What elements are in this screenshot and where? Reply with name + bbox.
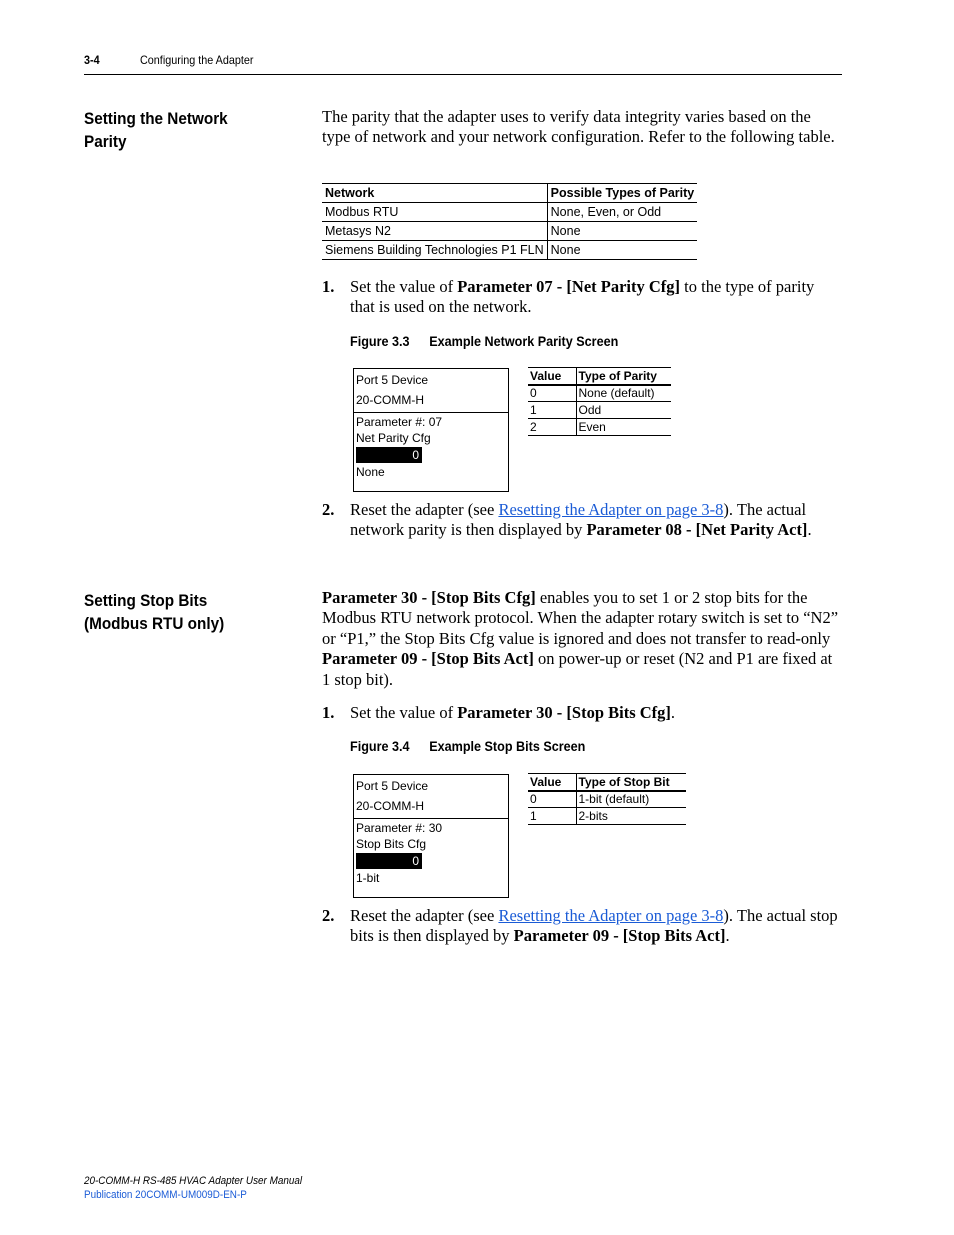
figure-caption-3-4 (350, 738, 585, 754)
page-number: 3-4 (84, 53, 100, 67)
step-param-ref: Parameter 08 - [Net Parity Act] (586, 520, 808, 540)
step-text-post: . (725, 926, 730, 946)
step-text (350, 703, 842, 723)
hmi-value-bar: 0 (356, 853, 422, 869)
table-cell: Siemens Building Technologies P1 FLN (322, 241, 547, 260)
table-row (528, 808, 686, 825)
hmi-value-text: 1-bit (356, 871, 380, 885)
step-text-post: . (670, 703, 676, 722)
figure-caption-3-3 (350, 333, 618, 349)
hmi-port-line: Port 5 Device (356, 779, 429, 793)
step-number: 2. (322, 906, 335, 925)
section-heading-network-parity: Setting the Network Parity (84, 109, 228, 151)
step-text (350, 500, 842, 541)
table-cell: None (547, 222, 697, 241)
table-header-cell: Type of Parity (576, 368, 671, 385)
reset-adapter-link[interactable]: Resetting the Adapter on page 3-8 (498, 906, 724, 925)
step-text (350, 906, 842, 947)
header-rule (84, 74, 842, 75)
step-text-post: to the type of parity that is used on the network. (350, 277, 815, 317)
table-row (322, 203, 697, 222)
hmi-screen-stopbits (353, 774, 509, 898)
step-text-post: . (807, 520, 812, 540)
step-number: 1. (322, 277, 335, 296)
hmi-device-line: 20-COMM-H (356, 393, 424, 407)
hmi-body (354, 413, 508, 491)
table-cell: None (547, 241, 697, 260)
table-cell: Modbus RTU (322, 203, 547, 222)
table-cell: 2 (528, 419, 576, 436)
section-heading-stop-bits: Setting Stop Bits (Modbus RTU only) (84, 591, 225, 633)
figure-label: Figure 3.3 (350, 333, 410, 349)
table-header-row (322, 184, 697, 203)
hmi-value-text: None (356, 465, 385, 479)
network-parity-intro: The parity that the adapter uses to verify data integrity varies based on the type of network and your network configuration. Refer to the following table. (322, 107, 835, 147)
intro-text: enables you to set 1 or 2 stop bits for the Modbus RTU network protocol. When the adapter rotary switch is set to “N2” or “P1,” the Stop Bits Cfg value is ignored and does not transfer to read-only (322, 588, 839, 648)
reset-adapter-link[interactable]: Resetting the Adapter on page 3-8 (498, 500, 724, 519)
table-cell: 1 (528, 402, 576, 419)
step-text-pre: Set the value of (350, 277, 458, 296)
table-cell: 1-bit (default) (576, 791, 686, 808)
hmi-screen-parity (353, 368, 509, 492)
footer-manual-title: 20-COMM-H RS-485 HVAC Adapter User Manual (84, 1175, 303, 1187)
table-row (528, 385, 671, 402)
table-cell: Odd (576, 402, 671, 419)
table-header-row (528, 774, 686, 791)
hmi-body (354, 819, 508, 897)
table-header-row (528, 368, 671, 385)
network-parity-table (322, 183, 697, 260)
step-number: 1. (322, 703, 335, 722)
table-header-cell: Value (528, 368, 576, 385)
figure-label: Figure 3.4 (350, 738, 410, 754)
hmi-header (354, 369, 508, 413)
parity-step-2 (322, 500, 842, 541)
footer-publication-link[interactable]: Publication 20COMM-UM009D-EN-P (84, 1189, 247, 1201)
stopbits-step-2 (322, 906, 842, 947)
table-header-cell: Possible Types of Parity (547, 184, 697, 203)
stopbits-value-table (528, 773, 686, 825)
chapter-title: Configuring the Adapter (140, 53, 254, 67)
table-row (528, 791, 686, 808)
step-text (350, 277, 842, 318)
table-header-cell: Network (322, 184, 547, 203)
table-cell: 2-bits (576, 808, 686, 825)
table-cell: 0 (528, 385, 576, 402)
hmi-param-name: Net Parity Cfg (356, 431, 431, 445)
hmi-header (354, 775, 508, 819)
step-text-mid: ). The actual network parity is then displayed by (350, 500, 807, 540)
hmi-value-bar: 0 (356, 447, 422, 463)
table-row (528, 419, 671, 436)
step-param-ref: Parameter 09 - [Stop Bits Act] (513, 926, 726, 946)
parity-value-table (528, 367, 671, 436)
parity-step-1 (322, 277, 842, 318)
step-text-pre: Reset the adapter (see (350, 500, 499, 519)
step-param-ref: Parameter 07 - [Net Parity Cfg] (457, 277, 681, 296)
step-number: 2. (322, 500, 335, 519)
intro-text: on power-up or reset (N2 and P1 are fixed at 1 stop bit). (322, 649, 833, 689)
table-header-cell: Type of Stop Bit (576, 774, 686, 791)
table-row (322, 241, 697, 260)
step-text-mid: ). The actual stop bits is then displayed by (350, 906, 838, 946)
table-cell: 1 (528, 808, 576, 825)
table-row (528, 402, 671, 419)
hmi-device-line: 20-COMM-H (356, 799, 424, 813)
table-row (322, 222, 697, 241)
figure-title: Example Stop Bits Screen (429, 738, 586, 754)
step-param-ref: Parameter 30 - [Stop Bits Cfg] (457, 703, 671, 722)
stop-bits-intro (322, 588, 842, 690)
intro-param-ref: Parameter 30 - [Stop Bits Cfg] (322, 588, 536, 607)
hmi-port-line: Port 5 Device (356, 373, 429, 387)
table-cell: 0 (528, 791, 576, 808)
step-text-pre: Set the value of (350, 703, 458, 722)
table-cell: Metasys N2 (322, 222, 547, 241)
stopbits-step-1 (322, 703, 842, 723)
table-cell: None, Even, or Odd (547, 203, 697, 222)
figure-title: Example Network Parity Screen (429, 333, 619, 349)
hmi-param-name: Stop Bits Cfg (356, 837, 427, 851)
table-header-cell: Value (528, 774, 576, 791)
hmi-param-number: Parameter #: 30 (356, 821, 443, 835)
hmi-param-number: Parameter #: 07 (356, 415, 443, 429)
step-text-pre: Reset the adapter (see (350, 906, 499, 925)
table-cell: None (default) (576, 385, 671, 402)
intro-param-ref: Parameter 09 - [Stop Bits Act] (322, 649, 534, 669)
table-cell: Even (576, 419, 671, 436)
